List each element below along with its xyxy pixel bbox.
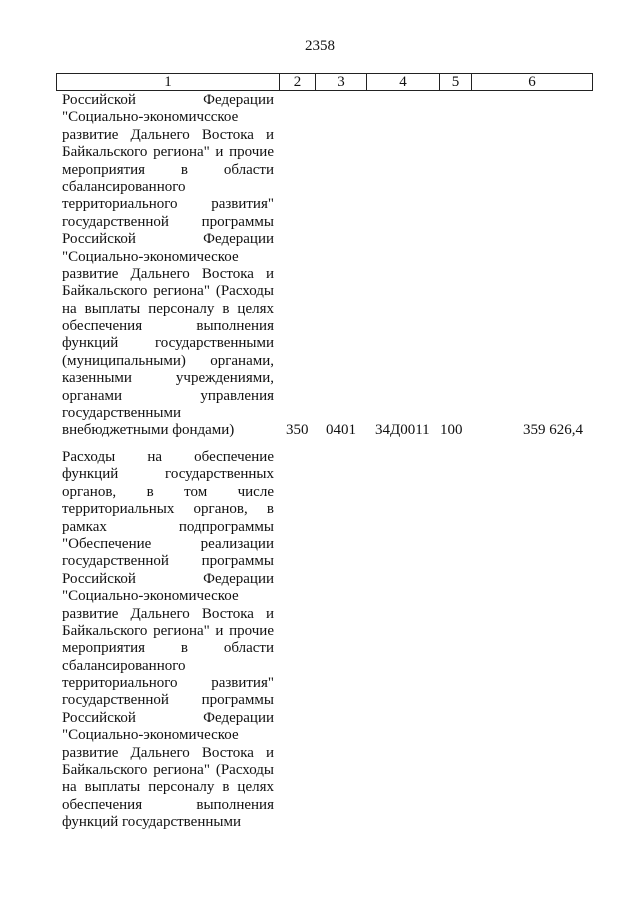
description-line: внебюджетными фондами) [62, 422, 235, 439]
column-header-5: 5 [440, 74, 472, 91]
description-line: развитие Дальнего Востока и [62, 265, 274, 282]
column-header-table [56, 73, 593, 91]
description-line: развитие Дальнего Востока и [62, 744, 274, 761]
column-header-row [57, 74, 593, 91]
description-line: Расходы на обеспечение [62, 449, 274, 465]
description-line: территориального развития" [62, 675, 274, 692]
column-header-6: 6 [472, 74, 593, 91]
section-code: 0401 [326, 422, 356, 438]
description-line: сбалансированного [62, 657, 186, 674]
description-line: функций государственными [62, 335, 274, 352]
description-line: (муниципальными) органами, [62, 352, 274, 369]
description-line: развитие Дальнего Востока и [62, 126, 274, 143]
description-line: Байкальского региона" и прочие [62, 144, 274, 161]
page-number: 2358 [305, 38, 335, 54]
description-line: сбалансированного [62, 178, 186, 195]
expense-type-code: 100 [440, 422, 463, 438]
description-line: "Социально-экономическое [62, 588, 239, 605]
description-line: Байкальского региона" (Расходы [62, 283, 274, 300]
amount-value: 359 626,4 [523, 422, 583, 438]
description-line: "Обеспечение реализации [62, 535, 274, 552]
description-line: Российской Федерации [62, 231, 274, 248]
description-line: территориальных органов, в [62, 501, 274, 518]
description-line: Российской Федерации [62, 570, 274, 587]
description-line: Российской Федерации [62, 92, 274, 108]
ved-code: 350 [286, 422, 309, 438]
description-line: казенными учреждениями, [62, 370, 274, 387]
description-line: обеспечения выполнения [62, 318, 274, 335]
description-line: государственной программы [62, 553, 274, 570]
description-line: государственной программы [62, 692, 274, 709]
description-line: Байкальского региона" и прочие [62, 622, 274, 639]
description-line: "Социально-экономическое [62, 727, 239, 744]
description-line: развитие Дальнего Востока и [62, 605, 274, 622]
column-header-3: 3 [316, 74, 367, 91]
description-line: функций государственных [62, 466, 274, 483]
column-header-4: 4 [367, 74, 440, 91]
description-line: рамках подпрограммы [62, 518, 274, 535]
description-line: органами управления [62, 387, 274, 404]
description-line: "Социально-экономичсское [62, 109, 239, 126]
description-line: органов, в том числе [62, 483, 274, 500]
description-line: "Социально-экономическое [62, 248, 239, 265]
description-line: Российской Федерации [62, 709, 274, 726]
description-line: обеспечения выполнения [62, 796, 274, 813]
column-header-2: 2 [280, 74, 316, 91]
description-line: мероприятия в области [62, 161, 274, 178]
description-line: на выплаты персоналу в целях [62, 300, 274, 317]
description-line: мероприятия в области [62, 640, 274, 657]
row-description [62, 449, 274, 832]
row-description [62, 92, 274, 440]
description-line: функций государственными [62, 814, 241, 831]
column-header-1: 1 [57, 74, 280, 91]
description-line: государственной программы [62, 213, 274, 230]
description-line: территориального развития" [62, 196, 274, 213]
description-line: на выплаты персоналу в целях [62, 779, 274, 796]
description-line: Байкальского региона" (Расходы [62, 762, 274, 779]
description-line: государственными [62, 405, 181, 422]
target-article-code: 34Д0011 [375, 422, 430, 438]
